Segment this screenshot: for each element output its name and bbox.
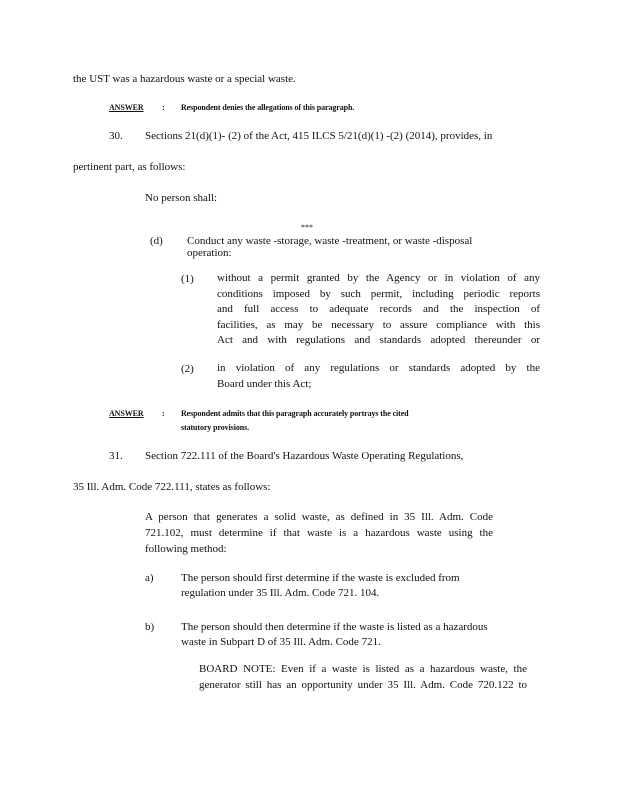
clause-line: without a permit granted by the Agency or in violation of any xyxy=(217,272,540,284)
answer-label: ANSWER xyxy=(109,103,144,112)
clause-line: and full access to adequate records and the inspection of xyxy=(217,303,540,315)
subsection-text: Conduct any waste -storage, waste -treatment, or waste -disposal xyxy=(187,235,473,247)
continuation-line: the UST was a hazardous waste or a special waste. xyxy=(73,73,296,85)
answer-text: statutory provisions. xyxy=(181,423,249,432)
clause-line: Board under this Act; xyxy=(217,378,312,390)
clause-line: conditions imposed by such permit, including periodic reports xyxy=(217,287,540,300)
answer-colon: : xyxy=(162,409,165,418)
quote-block xyxy=(145,510,493,541)
item-text: The person should first determine if the waste is excluded from xyxy=(181,572,460,584)
item-text: regulation under 35 Ill. Adm. Code 721. 104. xyxy=(181,587,380,599)
clause-line: in violation of any regulations or standards adopted by the xyxy=(217,362,540,374)
clause-line: facilities, as may be necessary to assure compliance with this xyxy=(217,318,540,331)
answer-text: Respondent denies the allegations of this paragraph. xyxy=(181,103,355,112)
quote-line: A person that generates a solid waste, as defined in 35 Ill. Adm. Code xyxy=(145,511,493,523)
paragraph-number: 30. xyxy=(109,130,123,142)
note-line: generator still has an opportunity under 35 Ill. Adm. Code 720.122 to xyxy=(199,678,527,691)
answer-label: ANSWER xyxy=(109,409,144,418)
subsection-label: (d) xyxy=(150,235,163,247)
quote-intro: No person shall: xyxy=(145,192,218,204)
quote-line: following method: xyxy=(145,543,227,555)
board-note xyxy=(199,662,527,693)
paragraph-text: pertinent part, as follows: xyxy=(73,161,186,173)
omission-stars: *** xyxy=(301,223,313,232)
quote-line: 721.102, must determine if that waste is a hazardous waste using the xyxy=(145,526,493,539)
item-text: waste in Subpart D of 35 Ill. Adm. Code 721. xyxy=(181,636,381,648)
clause-line: Act and with regulations and standards adopted thereunder or xyxy=(217,334,540,346)
item-label: a) xyxy=(145,572,154,584)
clause-text xyxy=(217,271,540,349)
paragraph-text: Section 722.111 of the Board's Hazardous Waste Operating Regulations, xyxy=(145,450,464,462)
paragraph-text: 35 Ill. Adm. Code 722.111, states as follows: xyxy=(73,481,271,493)
clause-label: (2) xyxy=(181,363,194,375)
note-line: BOARD NOTE: Even if a waste is listed as a hazardous waste, the xyxy=(199,663,527,675)
item-text: The person should then determine if the waste is listed as a hazardous xyxy=(181,621,488,633)
clause-label: (1) xyxy=(181,273,194,285)
paragraph-number: 31. xyxy=(109,450,123,462)
answer-colon: : xyxy=(162,103,165,112)
clause-text xyxy=(217,361,540,377)
paragraph-text: Sections 21(d)(1)- (2) of the Act, 415 ILCS 5/21(d)(1) -(2) (2014), provides, in xyxy=(145,130,493,142)
subsection-text: operation: xyxy=(187,247,232,259)
answer-text: Respondent admits that this paragraph accurately portrays the cited xyxy=(181,409,409,418)
item-label: b) xyxy=(145,621,155,633)
